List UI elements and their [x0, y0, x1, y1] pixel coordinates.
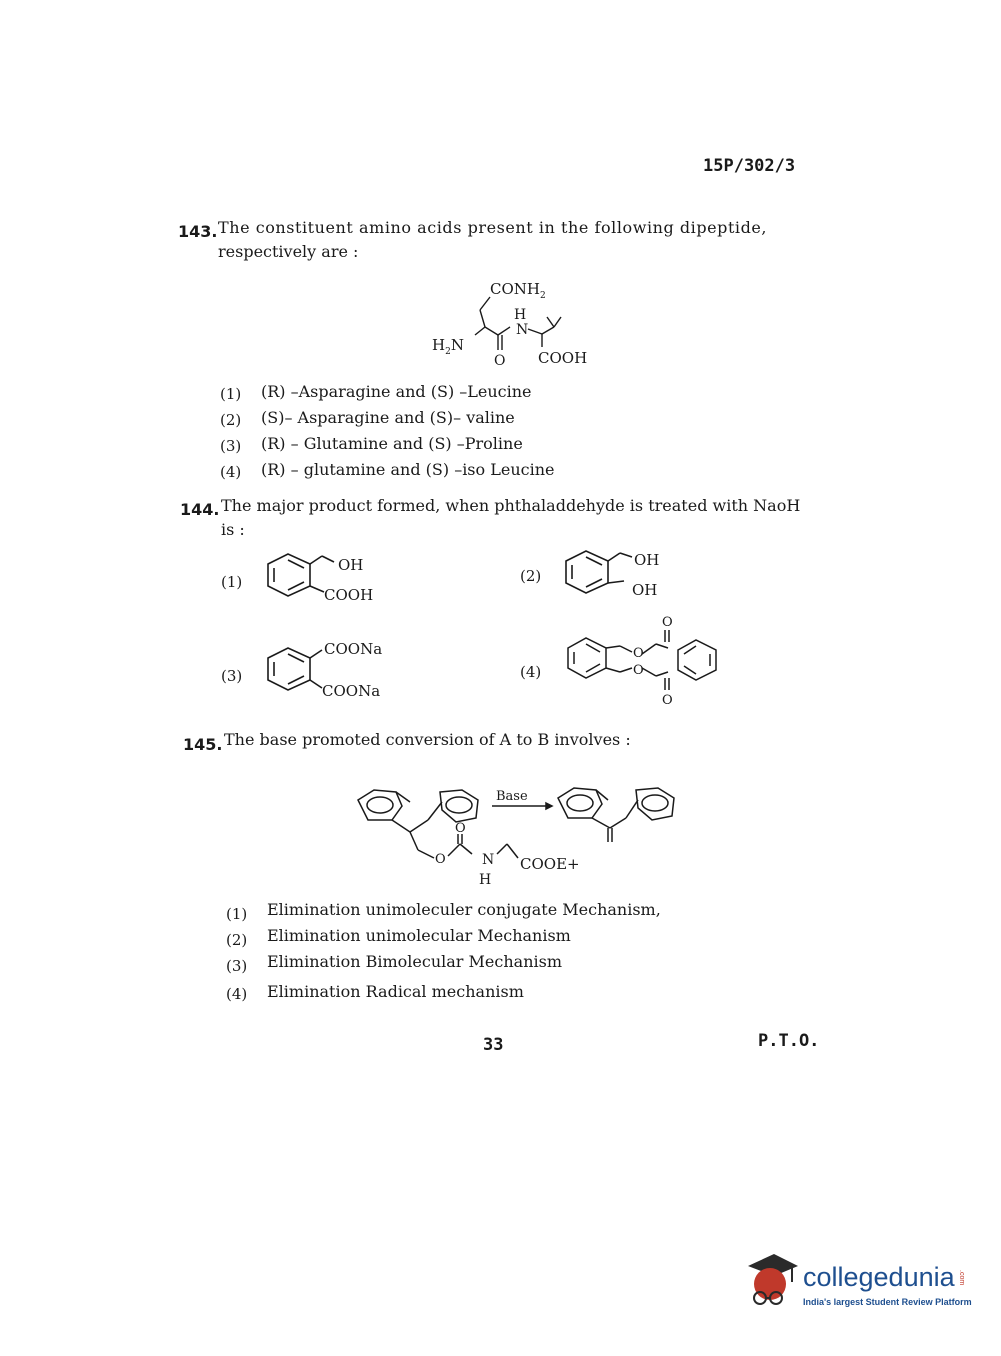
base-label: Base: [496, 789, 528, 804]
logo-tagline: India's largest Student Review Platform: [803, 1297, 972, 1307]
n-label: N: [482, 852, 495, 868]
collegedunia-logo: [740, 1248, 970, 1318]
structure-option-3: [258, 636, 408, 706]
option-number: (4): [226, 985, 248, 1003]
o-label: O: [455, 821, 466, 836]
option-number: (1): [221, 573, 243, 591]
option-number: (1): [220, 385, 242, 403]
option-text: Elimination unimolecular Mechanism: [267, 926, 571, 945]
option-text: (R) –Asparagine and (S) –Leucine: [261, 382, 532, 401]
paper-code: 15P/302/3: [703, 156, 796, 176]
o-label: O: [633, 646, 644, 661]
question-text-145: The base promoted conversion of A to B involves :: [224, 730, 631, 749]
page-number: 33: [483, 1035, 504, 1055]
structure-option-1: [258, 548, 408, 610]
mascot-icon: [740, 1248, 802, 1314]
question-text-143-line2: respectively are :: [218, 242, 359, 261]
o-label: O: [633, 663, 644, 678]
coona-label: COONa: [324, 640, 383, 658]
option-text: (R) – Glutamine and (S) –Proline: [261, 434, 523, 453]
o-label: O: [494, 353, 506, 369]
n-label: N: [516, 322, 529, 338]
oh-label: OH: [632, 581, 658, 599]
option-number: (3): [221, 667, 243, 685]
o-label: O: [662, 693, 673, 707]
option-number: (2): [226, 931, 248, 949]
option-number: (2): [220, 411, 242, 429]
option-number: (3): [220, 437, 242, 455]
coona-label: COONa: [322, 682, 381, 700]
h-label: H: [479, 872, 492, 888]
option-number: (3): [226, 957, 248, 975]
question-text-144-line1: The major product formed, when phthaladdehyde is treated with NaoH: [221, 496, 801, 515]
logo-wordmark: collegedunia: [803, 1262, 955, 1292]
option-text: Elimination Radical mechanism: [267, 982, 524, 1001]
option-text: Elimination Bimolecular Mechanism: [267, 952, 562, 971]
question-text-144-line2: is :: [221, 520, 245, 539]
option-number: (1): [226, 905, 248, 923]
question-number-144: 144.: [180, 500, 220, 519]
cooh-label: COOH: [324, 586, 374, 604]
h-label: H: [514, 307, 527, 323]
structure-option-2: [558, 545, 688, 607]
oh-label: OH: [634, 551, 660, 569]
cooh-label: COOH: [538, 349, 588, 367]
structure-option-4: [560, 612, 735, 707]
h2n-label: $H_2N$: [432, 336, 464, 357]
question-text-143-line1: The constituent amino acids present in the following dipeptide,: [218, 218, 768, 237]
reaction-scheme: [352, 778, 687, 890]
oh-label: OH: [338, 556, 364, 574]
cooet-label: COOE+: [520, 855, 580, 873]
option-number: (4): [520, 663, 542, 681]
pto-label: P.T.O.: [758, 1031, 820, 1051]
logo-com: .com: [958, 1270, 965, 1286]
question-number-145: 145.: [183, 735, 223, 754]
o-label: O: [435, 852, 446, 867]
question-number-143: 143.: [178, 222, 218, 241]
option-text: (R) – glutamine and (S) –iso Leucine: [261, 460, 555, 479]
option-number: (4): [220, 463, 242, 481]
o-label: O: [662, 615, 673, 630]
option-text: Elimination unimoleculer conjugate Mechanism,: [267, 900, 661, 919]
conh2-label: $CONH_2$: [490, 280, 546, 301]
option-text: (S)– Asparagine and (S)– valine: [261, 408, 515, 427]
option-number: (2): [520, 567, 542, 585]
dipeptide-structure: [420, 272, 620, 372]
